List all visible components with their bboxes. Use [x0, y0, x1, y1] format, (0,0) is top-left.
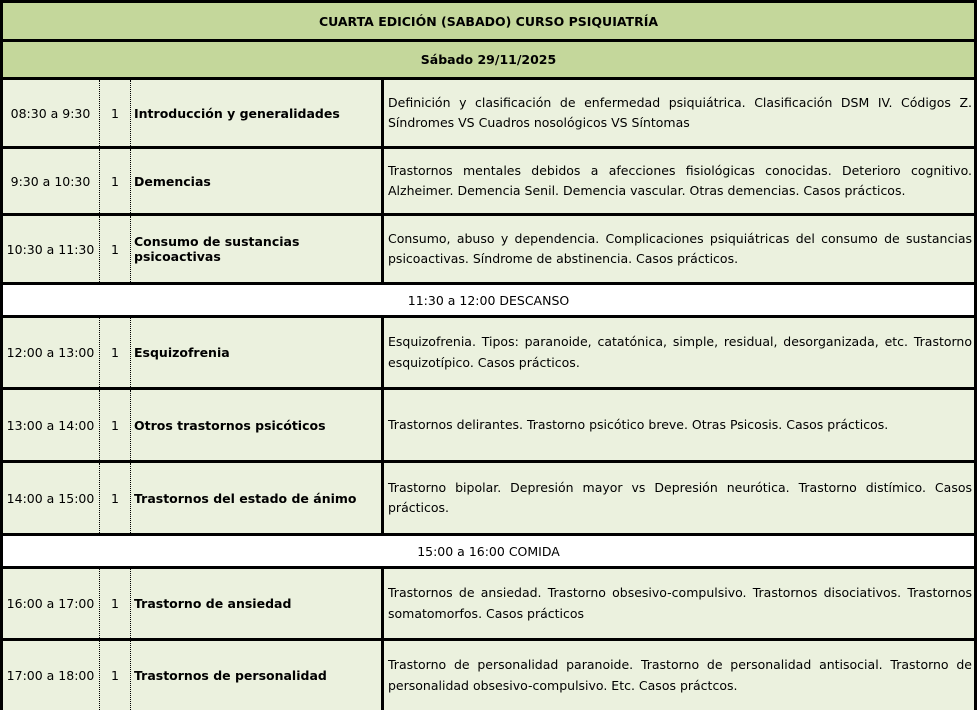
- course-title-text: CUARTA EDICIÓN (SABADO) CURSO PSIQUIATRÍA: [318, 13, 659, 29]
- session-hours: 1: [99, 641, 131, 710]
- break-row: [0, 285, 977, 315]
- session-row: [0, 80, 977, 146]
- session-description-text: Trastornos delirantes. Trastorno psicótico breve. Otras Psicosis. Casos prácticos.: [388, 416, 889, 432]
- session-topic: Trastornos de personalidad: [134, 668, 327, 683]
- course-title: [0, 3, 977, 39]
- session-time: 13:00 a 14:00: [6, 417, 95, 433]
- session-hours: 1: [99, 216, 131, 282]
- session-description-text: Consumo, abuso y dependencia. Complicaciones psiquiátricas del consumo de sustancias psicoactivas. Síndrome de abstinencia. Casos prácticos.: [388, 230, 972, 266]
- session-topic: Introducción y generalidades: [134, 105, 340, 121]
- session-time: 16:00 a 17:00: [6, 596, 95, 611]
- session-time: 08:30 a 9:30: [10, 105, 91, 121]
- session-description: [381, 390, 974, 460]
- session-description-text: Trastornos mentales debidos a afecciones fisiológicas conocidas. Deterioro cognitivo. Alzheimer. Demencia Senil. Demencia vascular. Otras demencias. Casos prácticos.: [388, 162, 972, 198]
- session-row: [0, 569, 977, 638]
- session-description: [381, 216, 974, 282]
- break-text: 15:00 a 16:00 COMIDA: [417, 543, 560, 559]
- session-description-text: Trastorno de personalidad paranoide. Trastorno de personalidad antisocial. Trastorno de personalidad obsesivo-compulsivo. Etc. Casos práctcos.: [388, 657, 972, 693]
- session-description-text: Trastorno bipolar. Depresión mayor vs Depresión neurótica. Trastorno distímico. Casos prácticos.: [388, 479, 972, 515]
- session-time: 14:00 a 15:00: [6, 490, 95, 506]
- session-description: [381, 641, 974, 710]
- date-header: [0, 42, 977, 77]
- session-topic: Consumo de sustancias psicoactivas: [134, 234, 300, 264]
- session-row: [0, 216, 977, 282]
- session-description-text: Esquizofrenia. Tipos: paranoide, catatónica, simple, residual, desorganizada, etc. Trastorno esquizotípico. Casos prácticos.: [388, 334, 972, 370]
- session-hours: 1: [99, 318, 131, 387]
- session-time: 9:30 a 10:30: [10, 173, 91, 189]
- date-text: Sábado 29/11/2025: [420, 52, 557, 67]
- session-row: [0, 149, 977, 213]
- session-topic: Otros trastornos psicóticos: [134, 417, 326, 433]
- session-description: [381, 80, 974, 146]
- session-row: [0, 463, 977, 533]
- session-topic: Trastorno de ansiedad: [134, 596, 292, 611]
- session-time: 12:00 a 13:00: [6, 345, 95, 360]
- session-row: [0, 641, 977, 710]
- session-hours: 1: [99, 569, 131, 638]
- session-topic: Trastornos del estado de ánimo: [134, 490, 357, 506]
- session-time: 10:30 a 11:30: [6, 241, 95, 257]
- session-time: 17:00 a 18:00: [6, 668, 95, 683]
- session-description: [381, 149, 974, 213]
- break-row: [0, 536, 977, 566]
- session-description: [381, 463, 974, 533]
- session-hours: 1: [99, 390, 131, 460]
- session-topic: Esquizofrenia: [134, 345, 230, 360]
- session-topic: Demencias: [134, 173, 211, 189]
- session-description: [381, 318, 974, 387]
- session-hours: 1: [99, 463, 131, 533]
- session-description-text: Definición y clasificación de enfermedad psiquiátrica. Clasificación DSM IV. Códigos Z. Síndromes VS Cuadros nosológicos VS Síntomas: [388, 94, 972, 130]
- session-description: [381, 569, 974, 638]
- session-hours: 1: [99, 149, 131, 213]
- session-hours: 1: [99, 80, 131, 146]
- break-text: 11:30 a 12:00 DESCANSO: [407, 292, 570, 308]
- session-row: [0, 390, 977, 460]
- session-row: [0, 318, 977, 387]
- session-description-text: Trastornos de ansiedad. Trastorno obsesivo-compulsivo. Trastornos disociativos. Trastornos somatomorfos. Casos prácticos: [388, 585, 972, 621]
